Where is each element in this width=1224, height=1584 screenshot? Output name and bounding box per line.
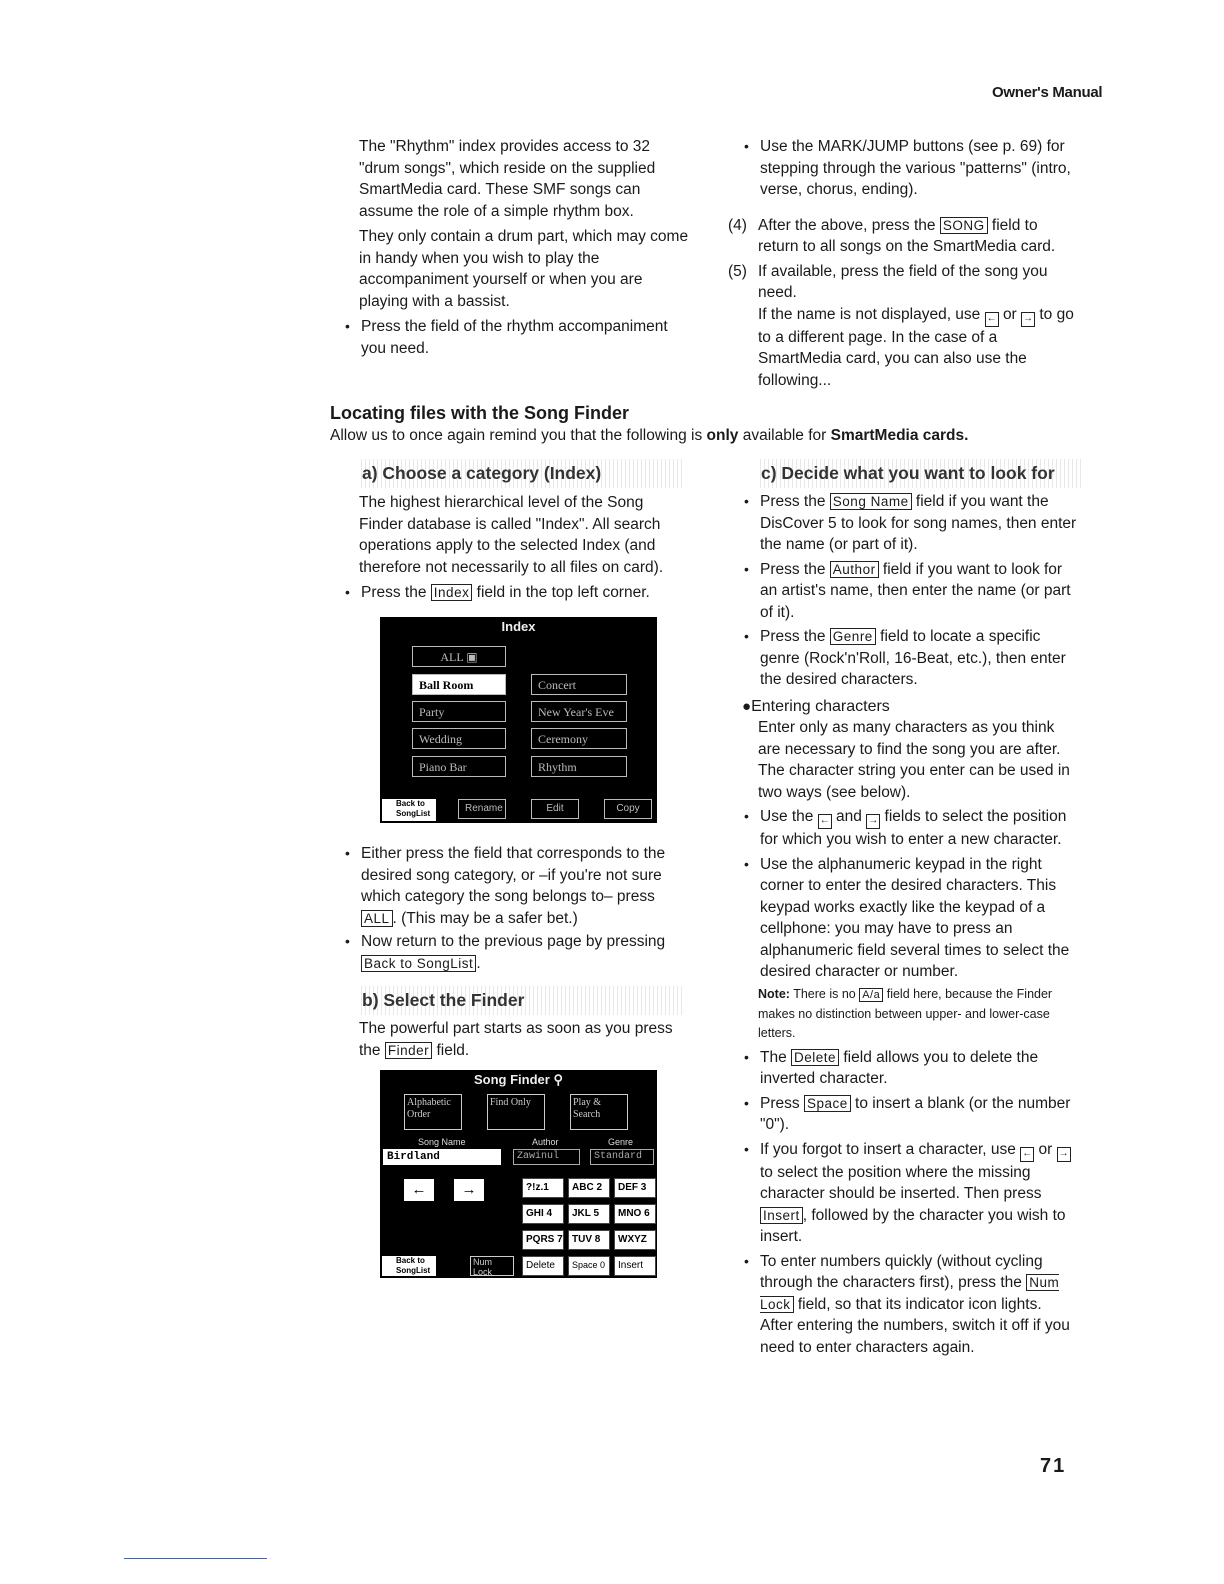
- index-right-1[interactable]: Concert: [531, 674, 627, 695]
- key-6[interactable]: MNO 6: [614, 1204, 656, 1224]
- col-song-name: Song Name: [418, 1137, 466, 1147]
- return-bullet-post: .: [476, 954, 481, 972]
- index-right-4[interactable]: Rhythm: [531, 756, 627, 777]
- insert-bullet-post: , followed by the character you wish to insert.: [760, 1206, 1066, 1245]
- find-only-button[interactable]: Find Only: [487, 1094, 545, 1130]
- index-field[interactable]: Index: [431, 584, 473, 601]
- note-post: field here, because the Finder makes no distinction between upper- and lower-case letters.: [758, 986, 1053, 1040]
- finder-screen: [380, 1070, 657, 1278]
- rhythm-paragraph: The "Rhythm" index provides access to 32 "drum songs", which reside on the supplied SmartMedia card. These SMF songs can assume the role of a simple rhythm box.: [359, 138, 656, 220]
- step-4-number: (4): [728, 216, 747, 234]
- numlock-bullet: • To enter numbers quickly (without cycling through the characters first), press the Num Lock field, so that its indicator icon lights. After entering the numbers, switch it off if you need to enter characters again.: [742, 1251, 1077, 1359]
- num-lock-field[interactable]: Num Lock: [760, 1275, 1060, 1312]
- delete-field[interactable]: Delete: [791, 1049, 839, 1066]
- back-to-songlist-field[interactable]: Back to SongList: [361, 955, 476, 972]
- rename-button[interactable]: Rename: [458, 799, 506, 819]
- numlock-bullet-post: field, so that its indicator icon lights. After entering the numbers, switch it off if you need to enter characters again.: [760, 1295, 1070, 1356]
- all-field[interactable]: ALL: [361, 910, 393, 927]
- index-right-2[interactable]: New Year's Eve: [531, 701, 627, 722]
- step-5-number: (5): [728, 262, 747, 280]
- cursor-right-button[interactable]: →: [454, 1179, 484, 1201]
- entering-title: ●Entering characters: [742, 697, 890, 715]
- key-5[interactable]: JKL 5: [568, 1204, 610, 1224]
- insert-right-arrow-icon[interactable]: →: [1057, 1147, 1071, 1162]
- index-back-button[interactable]: Back to SongList: [382, 799, 436, 821]
- page-left-icon[interactable]: ←: [985, 312, 999, 327]
- song-name-bullet-post: field if you want the DisCover 5 to look for song names, then enter the name (or part of it).: [760, 493, 1077, 553]
- section-title: Locating files with the Song Finder: [330, 403, 630, 423]
- intro-pre: Allow us to once again remind you that the following is: [330, 427, 703, 444]
- rhythm-bullet: • Press the field of the rhythm accompaniment you need.: [343, 316, 689, 359]
- key-2[interactable]: ABC 2: [568, 1178, 610, 1198]
- space-field[interactable]: Space: [804, 1095, 851, 1112]
- step-4-post: field to return to all songs on the SmartMedia card.: [758, 216, 1056, 255]
- insert-bullet-mid: to select the position where the missing character should be inserted. Then press: [760, 1163, 1042, 1202]
- index-screen: [380, 617, 657, 823]
- step-5-sub-or: or: [1002, 305, 1017, 323]
- song-field[interactable]: SONG: [940, 217, 988, 234]
- space-button[interactable]: Space 0: [568, 1256, 610, 1276]
- note: [758, 985, 1077, 1043]
- finder-paragraph: The powerful part starts as soon as you press the Finder field.: [359, 1020, 673, 1059]
- footer-rule: [124, 1558, 267, 1559]
- index-bullet-post: field in the top left corner.: [476, 584, 650, 601]
- section-intro: [330, 425, 1090, 447]
- markjump-bullet: • Use the MARK/JUMP buttons (see p. 69) for stepping through the various "patterns" (intro, verse, chorus, ending).: [742, 136, 1077, 201]
- page-right-icon[interactable]: →: [1021, 312, 1035, 327]
- edit-button[interactable]: Edit: [531, 799, 579, 819]
- step-5-sub: [742, 304, 1077, 392]
- entering-paragraph: Enter only as many characters as you think are necessary to find the song you are after. The character string you enter can be used in two ways (see below).: [758, 719, 1070, 801]
- delete-bullet: • The Delete field allows you to delete the inverted character.: [742, 1047, 1077, 1090]
- drum-part-paragraph: They only contain a drum part, which may come in handy when you wish to play the accompaniment yourself or when you are playing with a bassist.: [359, 228, 689, 310]
- col-author: Author: [532, 1137, 559, 1147]
- intro-mid: available for: [742, 427, 827, 444]
- step-5-sub-post: to go to a different page. In the case of a SmartMedia card, you can also use the following...: [758, 305, 1074, 389]
- step-5: [728, 261, 1077, 304]
- step-5-sub-pre: If the name is not displayed, use: [758, 305, 981, 323]
- delete-button[interactable]: Delete: [522, 1256, 564, 1276]
- index-left-1[interactable]: Ball Room: [412, 674, 506, 695]
- insert-bullet: • If you forgot to insert a character, use ← or → to select the position where the missing character should be inserted. Then press Insert , followed by the character you wish to insert.: [742, 1139, 1077, 1248]
- author-bullet-post: field if you want to look for an artist's name, then enter the name (or part of it).: [760, 560, 1071, 621]
- index-all-button[interactable]: ALL ▣: [412, 646, 506, 667]
- song-name-bullet: • Press the Song Name field if you want the DisCover 5 to look for song names, then enter the name (or part of it).: [742, 491, 1077, 556]
- page-number: 71: [1040, 1455, 1067, 1477]
- all-field-post: . (This may be a safer bet.): [392, 909, 578, 927]
- finder-back-button[interactable]: Back to SongList: [382, 1256, 436, 1276]
- insert-button[interactable]: Insert: [614, 1256, 656, 1276]
- song-name-input[interactable]: Birdland: [383, 1149, 501, 1165]
- subheading-a: a) Choose a category (Index): [358, 459, 684, 488]
- key-1[interactable]: ?!z.1: [522, 1178, 564, 1198]
- index-paragraph: The highest hierarchical level of the Song Finder database is called "Index". All search operations apply to the selected Index (and therefore not necessarily to all files on card).: [359, 494, 664, 576]
- note-label: Note:: [758, 986, 790, 1001]
- index-right-3[interactable]: Ceremony: [531, 728, 627, 749]
- index-screen-title: Index: [501, 619, 536, 634]
- step-5-text: If available, press the field of the song you need.: [758, 262, 1048, 301]
- space-bullet: • Press Space to insert a blank (or the number "0").: [742, 1093, 1077, 1136]
- right-arrow-icon[interactable]: →: [866, 814, 880, 829]
- insert-left-arrow-icon[interactable]: ←: [1020, 1147, 1034, 1162]
- delete-bullet-post: field allows you to delete the inverted character.: [760, 1048, 1039, 1087]
- index-left-2[interactable]: Party: [412, 701, 506, 722]
- subheading-c: c) Decide what you want to look for: [757, 459, 1083, 488]
- left-arrow-icon[interactable]: ←: [818, 814, 832, 829]
- manual-header: Owner's Manual: [992, 84, 1103, 101]
- alphabetic-order-button[interactable]: Alphabetic Order: [404, 1094, 462, 1130]
- keypad-bullet: • Use the alphanumeric keypad in the right corner to enter the desired characters. This keypad works exactly like the keypad of a cellphone: you may have to press an alphanumeric field several times to select the desired character or number.: [742, 854, 1077, 983]
- key-7[interactable]: PQRS 7: [522, 1230, 564, 1250]
- finder-field[interactable]: Finder: [385, 1042, 432, 1059]
- num-lock-button[interactable]: Num Lock: [470, 1256, 514, 1276]
- step-4-pre: After the above, press the: [758, 216, 936, 234]
- position-bullet-and: and: [836, 808, 862, 825]
- genre-field[interactable]: Genre: [830, 628, 876, 645]
- copy-button[interactable]: Copy: [604, 799, 652, 819]
- left-top-column: [359, 136, 689, 359]
- right-top-column: [728, 136, 1077, 391]
- genre-input[interactable]: Standard: [590, 1149, 654, 1165]
- subheading-b: b) Select the Finder: [358, 986, 684, 1015]
- key-4[interactable]: GHI 4: [522, 1204, 564, 1224]
- author-input[interactable]: Zawinul: [513, 1149, 580, 1165]
- finder-paragraph-post: field.: [436, 1041, 470, 1059]
- song-name-field[interactable]: Song Name: [830, 493, 912, 510]
- magnifier-icon: ⚲: [553, 1072, 563, 1087]
- return-bullet: • Now return to the previous page by pressing Back to SongList .: [343, 931, 683, 974]
- index-left-4[interactable]: Piano Bar: [412, 756, 506, 777]
- play-search-button[interactable]: Play & Search: [570, 1094, 628, 1130]
- category-bullet: • Either press the field that corresponds to the desired song category, or –if you're not sure which category the song belongs to– press ALL . (This may be a safer bet.): [343, 843, 683, 929]
- position-bullet-post: fields to select the position for which you wish to enter a new character.: [760, 808, 1067, 848]
- cursor-left-button[interactable]: ←: [404, 1179, 434, 1201]
- sub-c-body: [742, 491, 1077, 1358]
- finder-screen-title: Song Finder ⚲: [474, 1072, 563, 1087]
- insert-field[interactable]: Insert: [760, 1207, 803, 1224]
- key-9[interactable]: WXYZ: [614, 1230, 656, 1250]
- key-3[interactable]: DEF 3: [614, 1178, 656, 1198]
- space-bullet-post: to insert a blank (or the number "0").: [760, 1094, 1071, 1133]
- entering-bullet-icon: ●: [742, 697, 752, 715]
- index-left-3[interactable]: Wedding: [412, 728, 506, 749]
- intro-only: only: [706, 427, 739, 444]
- author-bullet: • Press the Author field if you want to look for an artist's name, then enter the name (or part of it).: [742, 559, 1077, 624]
- author-field[interactable]: Author: [830, 561, 879, 578]
- position-bullet: • Use the ← and → fields to select the position for which you wish to enter a new character.: [742, 806, 1077, 851]
- key-8[interactable]: TUV 8: [568, 1230, 610, 1250]
- note-pre: There is no: [793, 986, 856, 1001]
- col-genre: Genre: [608, 1137, 634, 1147]
- genre-bullet-post: field to locate a specific genre (Rock'n'Roll, 16-Beat, etc.), then enter the desired characters.: [760, 628, 1066, 688]
- step-4: [728, 215, 1077, 258]
- insert-bullet-or: or: [1038, 1140, 1053, 1158]
- sub-a-bullets: [343, 843, 683, 974]
- intro-smartmedia: SmartMedia cards.: [830, 427, 969, 444]
- index-bullet-pre: Press the: [361, 584, 427, 601]
- index-bullet: [343, 582, 684, 604]
- case-field: A/a: [859, 988, 883, 1002]
- folder-icon: ▣: [466, 650, 478, 664]
- sub-a-body: [359, 492, 684, 604]
- genre-bullet: • Press the Genre field to locate a specific genre (Rock'n'Roll, 16-Beat, etc.), then enter the desired characters.: [742, 626, 1077, 691]
